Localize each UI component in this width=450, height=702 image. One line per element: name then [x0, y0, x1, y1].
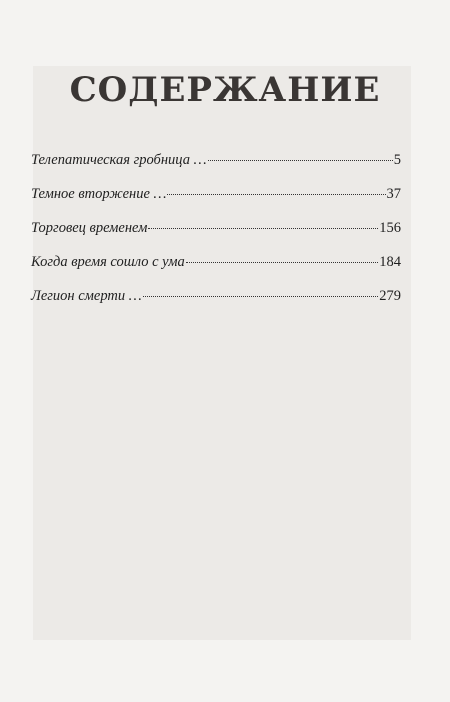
page-title: СОДЕРЖАНИЕ — [69, 70, 381, 110]
dot-leader — [167, 194, 385, 195]
toc-entry — [31, 186, 401, 218]
toc-entry — [31, 288, 401, 320]
toc-entry-title: Торговец временем — [31, 220, 148, 236]
toc-entry-page: 156 — [379, 220, 401, 236]
dot-leader — [148, 228, 378, 229]
toc-entry — [31, 152, 401, 184]
dot-leader — [143, 296, 379, 297]
toc-entry-title: Когда время сошло с ума — [31, 254, 185, 270]
toc-entry-title: Легион смерти … — [31, 288, 142, 304]
dot-leader — [186, 262, 379, 263]
toc-entry-title: Темное вторжение … — [31, 186, 167, 202]
toc-entry — [31, 254, 401, 286]
toc-entry-page: 37 — [386, 186, 401, 202]
table-of-contents — [31, 152, 401, 322]
toc-entry-page: 5 — [393, 152, 401, 168]
toc-entry — [31, 220, 401, 252]
dot-leader — [208, 160, 393, 161]
toc-entry-title: Телепатическая гробница … — [31, 152, 207, 168]
toc-entry-page: 279 — [379, 288, 401, 304]
toc-entry-page: 184 — [379, 254, 401, 270]
